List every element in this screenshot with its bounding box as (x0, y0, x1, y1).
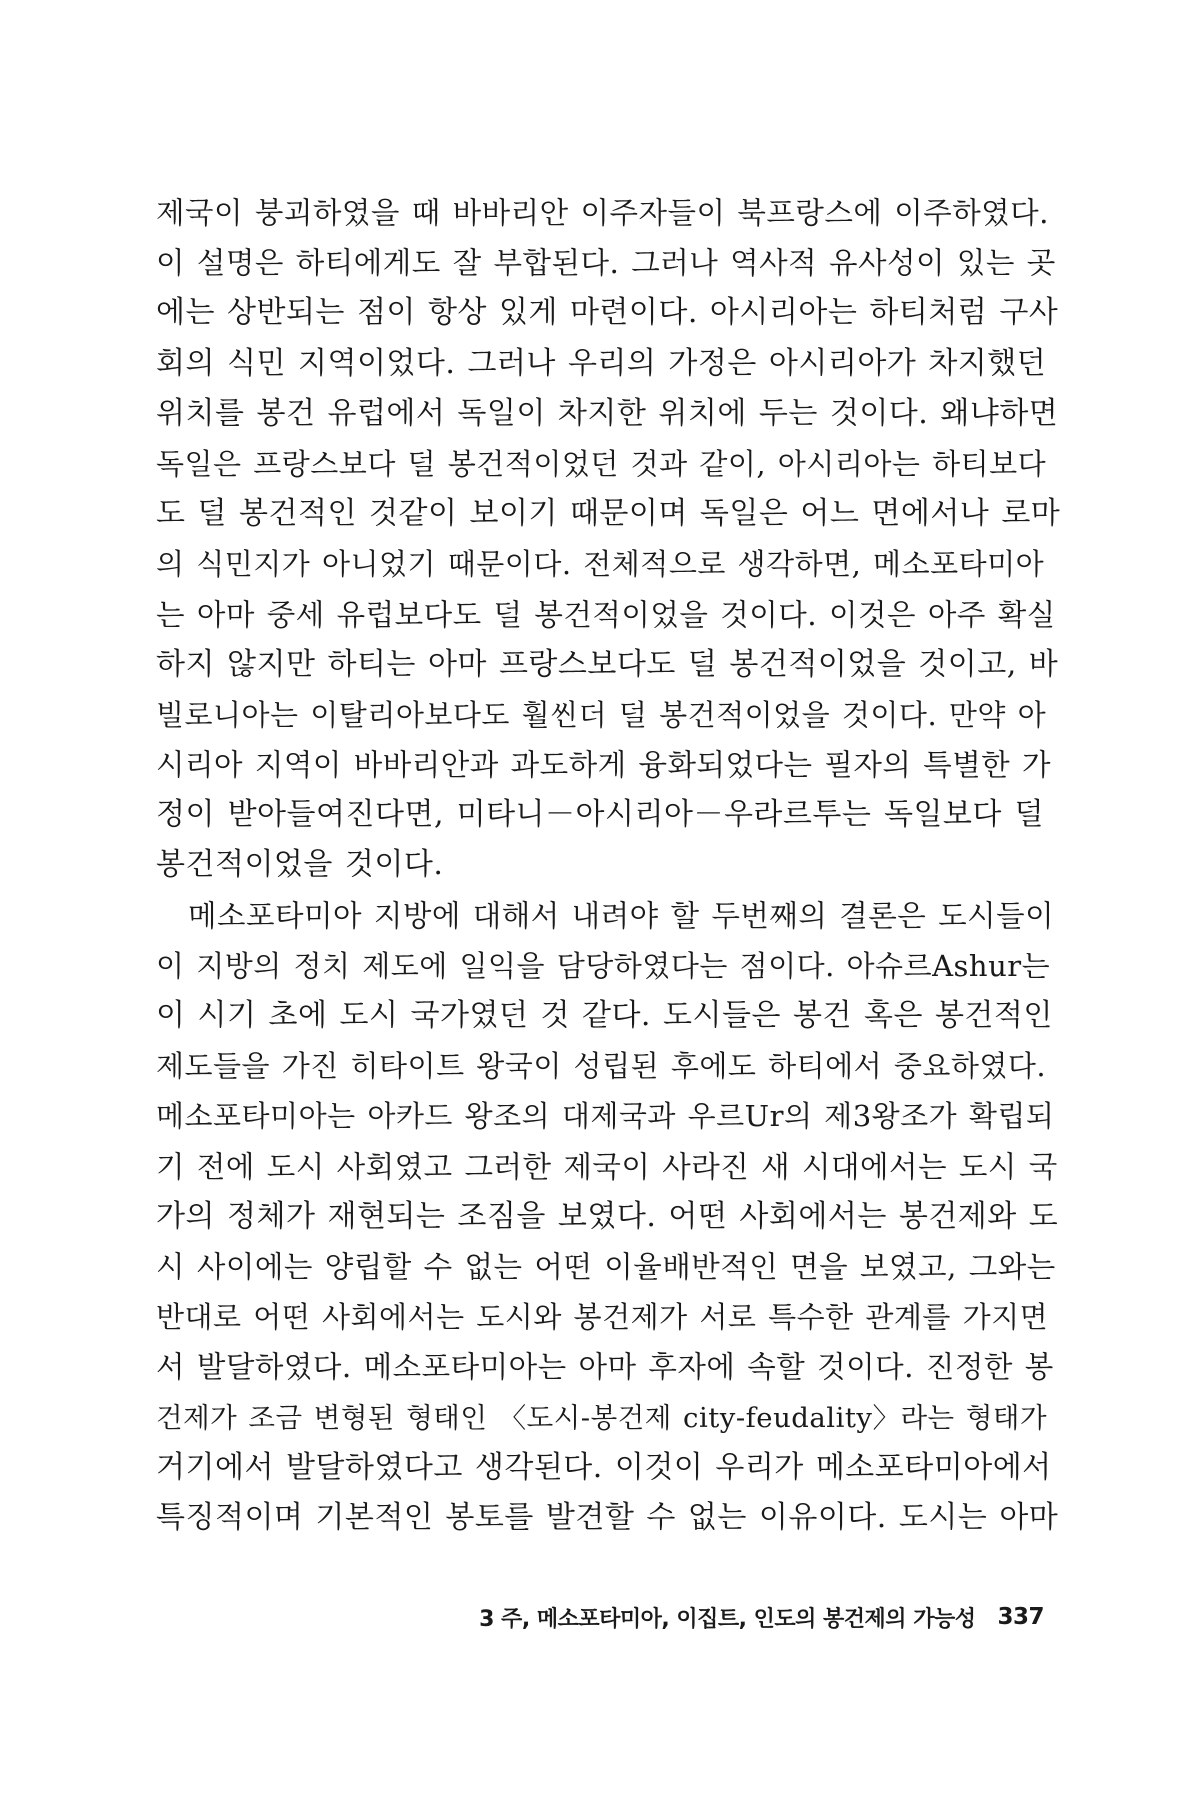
text-line: 위치를 봉건 유럽에서 독일이 차지한 위치에 두는 것이다. 왜냐하면 (156, 395, 1059, 431)
text-line: 이 시기 초에 도시 국가였던 것 같다. 도시들은 봉건 혹은 봉건적인 (156, 998, 1053, 1033)
running-head: 3 주, 메소포타미아, 이집트, 인도의 봉건제의 가능성 (479, 1606, 976, 1632)
text-line: 메소포타미아는 아카드 왕조의 대제국과 우르Ur의 제3왕조가 확립되 (156, 1099, 1055, 1134)
text-line: 시리아 지역이 바바리안과 과도하게 융화되었다는 필자의 특별한 가 (156, 748, 1052, 783)
text-line-indented: 메소포타미아 지방에 대해서 내려야 할 두번째의 결론은 도시들이 (188, 898, 1055, 933)
page-footer (380, 1597, 1044, 1637)
text-line: 독일은 프랑스보다 덜 봉건적이었던 것과 같이, 아시리아는 하티보다 (156, 446, 1047, 481)
text-line: 이 지방의 정치 제도에 일익을 담당하였다는 점이다. 아슈르Ashur는 (156, 948, 1051, 983)
text-line: 회의 식민 지역이었다. 그러나 우리의 가정은 아시리아가 차지했던 (156, 345, 1047, 381)
text-line: 하지 않지만 하티는 아마 프랑스보다도 덜 봉건적이었을 것이고, 바 (156, 646, 1059, 682)
text-line: 가의 정체가 재현되는 조짐을 보였다. 어떤 사회에서는 봉건제와 도 (156, 1198, 1059, 1234)
text-line: 정이 받아들여진다면, 미타니－아시리아－우라르투는 독일보다 덜 (156, 797, 1044, 833)
text-line: 건제가 조금 변형된 형태인 〈도시-봉건제 city-feudality〉라는 형태가 (156, 1401, 1048, 1434)
text-line: 제도들을 가진 히타이트 왕국이 성립된 후에도 하티에서 중요하였다. (156, 1049, 1047, 1084)
page-number: 337 (997, 1604, 1044, 1630)
text-line: 는 아마 중세 유럽보다도 덜 봉건적이었을 것이다. 이것은 아주 확실 (156, 597, 1056, 632)
text-line: 시 사이에는 양립할 수 없는 어떤 이율배반적인 면을 보였고, 그와는 (156, 1249, 1056, 1284)
text-line: 제국이 붕괴하였을 때 바바리안 이주자들이 북프랑스에 이주하였다. (156, 196, 1050, 230)
text-line: 도 덜 봉건적인 것같이 보이기 때문이며 독일은 어느 면에서나 로마 (156, 496, 1061, 532)
text-line: 반대로 어떤 사회에서는 도시와 봉건제가 서로 특수한 관계를 가지면 (156, 1300, 1049, 1335)
text-line: 빌로니아는 이탈리아보다도 훨씬더 덜 봉건적이었을 것이다. 만약 아 (156, 697, 1047, 732)
text-line: 거기에서 발달하였다고 생각된다. 이것이 우리가 메소포타미아에서 (156, 1449, 1052, 1485)
text-line: 기 전에 도시 사회였고 그러한 제국이 사라진 새 시대에서는 도시 국 (156, 1149, 1058, 1184)
text-line: 서 발달하였다. 메소포타미아는 아마 후자에 속할 것이다. 진정한 봉 (156, 1350, 1054, 1385)
text-line: 의 식민지가 아니었기 때문이다. 전체적으로 생각하면, 메소포타미아 (156, 547, 1045, 582)
text-line: 봉건적이었을 것이다. (156, 847, 444, 883)
text-line: 에는 상반되는 점이 항상 있게 마련이다. 아시리아는 하티처럼 구사 (156, 295, 1059, 331)
body-text (156, 188, 1061, 1543)
text-line: 이 설명은 하티에게도 잘 부합된다. 그러나 역사적 유사성이 있는 곳 (156, 246, 1056, 281)
text-line: 특징적이며 기본적인 봉토를 발견할 수 없는 이유이다. 도시는 아마 (156, 1499, 1059, 1535)
